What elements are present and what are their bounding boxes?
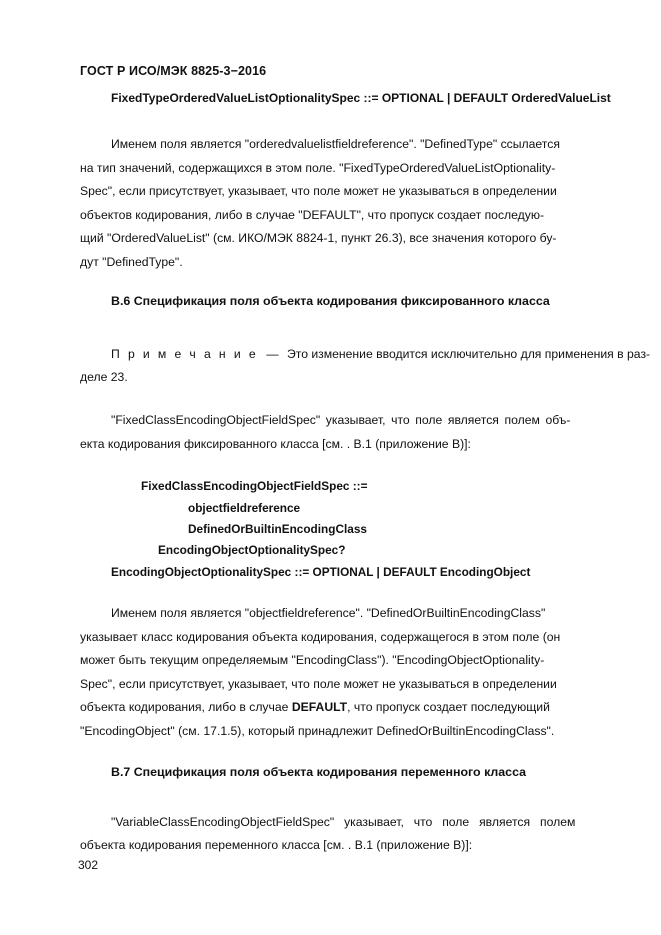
page-number: 302 bbox=[78, 858, 99, 872]
syntax-line: EncodingObjectOptionalitySpec ::= OPTIONAL | DEFAULT EncodingObject bbox=[111, 565, 531, 579]
text-line: Именем поля является "objectfieldreference". "DefinedOrBuiltinEncodingClass" bbox=[111, 606, 546, 620]
syntax-line: FixedClassEncodingObjectFieldSpec ::= bbox=[141, 479, 368, 493]
note-text: Это изменение вводится исключительно для применения в раз- bbox=[287, 347, 651, 361]
text-line: екта кодирования фиксированного класса [см. . В.1 (приложение В)]: bbox=[80, 437, 471, 451]
section-heading-b7: В.7 Спецификация поля объекта кодирования переменного класса bbox=[111, 765, 527, 779]
text-line: может быть текущим определяемым "EncodingClass"). "EncodingObjectOptionality- bbox=[80, 653, 545, 667]
text-line: объектов кодирования, либо в случае "DEFAULT", что пропуск создает последую- bbox=[80, 208, 545, 222]
note-line bbox=[111, 343, 650, 367]
syntax-fixed-type-ordered-value-list: FixedTypeOrderedValueListOptionalitySpec ::= OPTIONAL | DEFAULT OrderedValueList bbox=[111, 91, 611, 105]
text-fragment: , что пропуск создает последующий bbox=[347, 700, 550, 714]
text-line: Spec", если присутствует, указывает, что поле может не указываться в определении bbox=[80, 677, 557, 691]
default-keyword: DEFAULT bbox=[291, 700, 348, 714]
text-fragment: объекта кодирования, либо в случае bbox=[80, 700, 292, 714]
text-line: Именем поля является "orderedvaluelistfieldreference". "DefinedType" ссылается bbox=[111, 137, 560, 151]
text-line: "FixedClassEncodingObjectFieldSpec" указывает, что поле является полем объ- bbox=[111, 413, 571, 427]
text-line: щий "OrderedValueList" (см. ИКО/МЭК 8824-1, пункт 26.3), все значения которого бу- bbox=[80, 231, 557, 245]
text-line: указывает класс кодирования объекта кодирования, содержащегося в этом поле (он bbox=[80, 630, 561, 644]
text-line: "VariableClassEncodingObjectFieldSpec" указывает, что поле является полем bbox=[111, 815, 576, 829]
syntax-line: objectfieldreference bbox=[188, 501, 301, 515]
note-line: деле 23. bbox=[80, 370, 128, 384]
text-line bbox=[80, 696, 550, 720]
note-label: П р и м е ч а н и е bbox=[111, 347, 259, 361]
note-dash: — bbox=[266, 347, 279, 361]
section-heading-b6: В.6 Спецификация поля объекта кодирования фиксированного класса bbox=[111, 294, 550, 308]
standard-header: ГОСТ Р ИСО/МЭК 8825-3−2016 bbox=[80, 64, 267, 78]
text-line: на тип значений, содержащихся в этом поле. "FixedTypeOrderedValueListOptionality- bbox=[80, 161, 556, 175]
syntax-line: DefinedOrBuiltinEncodingClass bbox=[188, 522, 367, 536]
text-line: "EncodingObject" (см. 17.1.5), который принадлежит DefinedOrBuiltinEncodingClass". bbox=[80, 724, 555, 738]
text-line: дут "DefinedType". bbox=[80, 255, 183, 269]
text-line: объекта кодирования переменного класса [см. . В.1 (приложение В)]: bbox=[80, 838, 473, 852]
syntax-line: EncodingObjectOptionalitySpec? bbox=[158, 543, 346, 557]
text-line: Spec", если присутствует, указывает, что поле может не указываться в определении bbox=[80, 184, 557, 198]
